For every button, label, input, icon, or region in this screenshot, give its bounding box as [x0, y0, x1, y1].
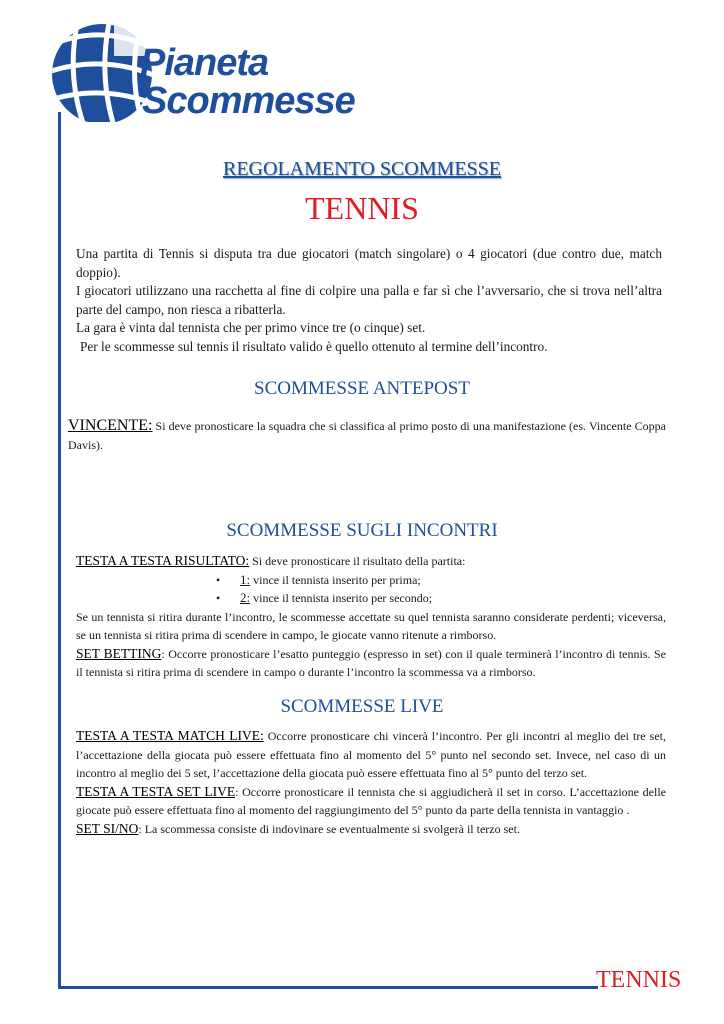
intro-paragraph: Una partita di Tennis si disputa tra due giocatori (match singolare) o 4 giocatori (due contro due, match doppio).	[76, 246, 662, 280]
bullet-icon: •	[216, 591, 221, 605]
incontri-heading: SCOMMESSE SUGLI INCONTRI	[226, 520, 498, 541]
regolamento-heading: REGOLAMENTO SCOMMESSE	[223, 158, 501, 180]
match-live-text: Occorre pronosticare chi vincerà l’incontro. Per gli incontri al meglio dei tre set, l’accettazione della giocata può essere effettuata fino al momento del 5° punto nel secondo set. Invece, nel caso di un incontro al meglio dei 5 set, l’accettazione della giocata può essere effettuata fino al 5° punto del terzo set.	[76, 729, 666, 780]
live-heading: SCOMMESSE LIVE	[280, 696, 444, 717]
frame-left-border	[58, 112, 61, 988]
list-item	[216, 589, 666, 608]
vincente-rule	[68, 417, 666, 454]
testa-a-testa-risultato-rule	[76, 552, 666, 571]
set-live-text: : Occorre pronosticare il tennista che si aggiudicherà il set in corso. L’accettazione delle giocate può essere effettuata fino al momento del raggiungimento del 5° punto da parte della tennista in vantaggio .	[76, 784, 666, 817]
option-label: 1:	[240, 571, 251, 587]
vincente-label: VINCENTE:	[68, 417, 153, 434]
intro-paragraph: I giocatori utilizzano una racchetta al fine di colpire una palla e far sì che l’avversario, che si trova nell’altra parte del campo, non riesca a ribatterla.	[76, 283, 662, 317]
vincente-text: Si deve pronosticare la squadra che si classifica al primo posto di una manifestazione (es. Vincente Coppa Davis).	[68, 419, 666, 452]
set-betting-rule	[76, 645, 666, 682]
logo-line-1: Pianeta	[140, 42, 269, 84]
bullet-icon: •	[216, 572, 221, 587]
set-betting-text: : Occorre pronosticare l’esatto punteggio (espresso in set) con il quale terminerà l’incontro di tennis. Se il tennista si ritira prima di scendere in campo o durante l’incontro la scommessa va a rimborso.	[76, 646, 666, 679]
intro-section	[76, 245, 662, 357]
globe-logo-icon	[44, 14, 154, 122]
pianeta-scommesse-logo	[44, 14, 374, 124]
option-text: vince il tennista inserito per secondo;	[250, 591, 433, 605]
intro-paragraph: La gara è vinta dal tennista che per primo vince tre (o cinque) set.	[76, 320, 426, 336]
intro-paragraph: Per le scommesse sul tennis il risultato valido è quello ottenuto al termine dell’incontro.	[80, 338, 548, 354]
frame-bottom-border	[58, 986, 598, 989]
antepost-heading: SCOMMESSE ANTEPOST	[254, 378, 470, 399]
live-section	[76, 727, 666, 838]
set-si-no-rule	[76, 820, 666, 839]
match-live-rule	[76, 727, 666, 783]
footer-tennis-label: TENNIS	[596, 967, 682, 993]
set-si-no-text: : La scommessa consiste di indovinare se eventualmente si svolgerà il terzo set.	[138, 821, 520, 836]
testa-a-testa-risultato-text: Si deve pronosticare il risultato della partita:	[249, 554, 466, 568]
match-live-label: TESTA A TESTA MATCH LIVE:	[76, 728, 264, 743]
set-si-no-label: SET SI/NO	[76, 820, 139, 836]
set-live-rule	[76, 783, 666, 820]
testa-a-testa-risultato-label: TESTA A TESTA RISULTATO:	[76, 553, 250, 568]
list-item	[216, 571, 666, 590]
option-text: vince il tennista inserito per prima;	[250, 572, 421, 587]
tennis-title: TENNIS	[305, 190, 419, 226]
set-live-label: TESTA A TESTA SET LIVE	[76, 783, 236, 799]
logo-wordmark	[140, 44, 355, 120]
risultato-options-list	[76, 571, 666, 608]
set-betting-label: SET BETTING	[76, 645, 162, 661]
logo-line-2: Scommesse	[142, 80, 355, 122]
ritiro-rule: Se un tennista si ritira durante l’incontro, le scommesse accettate su quel tennista saranno considerate perdenti; viceversa, se un tennista si ritira prima di scendere in campo, le giocate vanno ritenute a rimborso.	[76, 609, 666, 642]
antepost-section	[68, 417, 666, 454]
option-label: 2:	[240, 590, 251, 605]
incontri-section	[76, 552, 666, 682]
